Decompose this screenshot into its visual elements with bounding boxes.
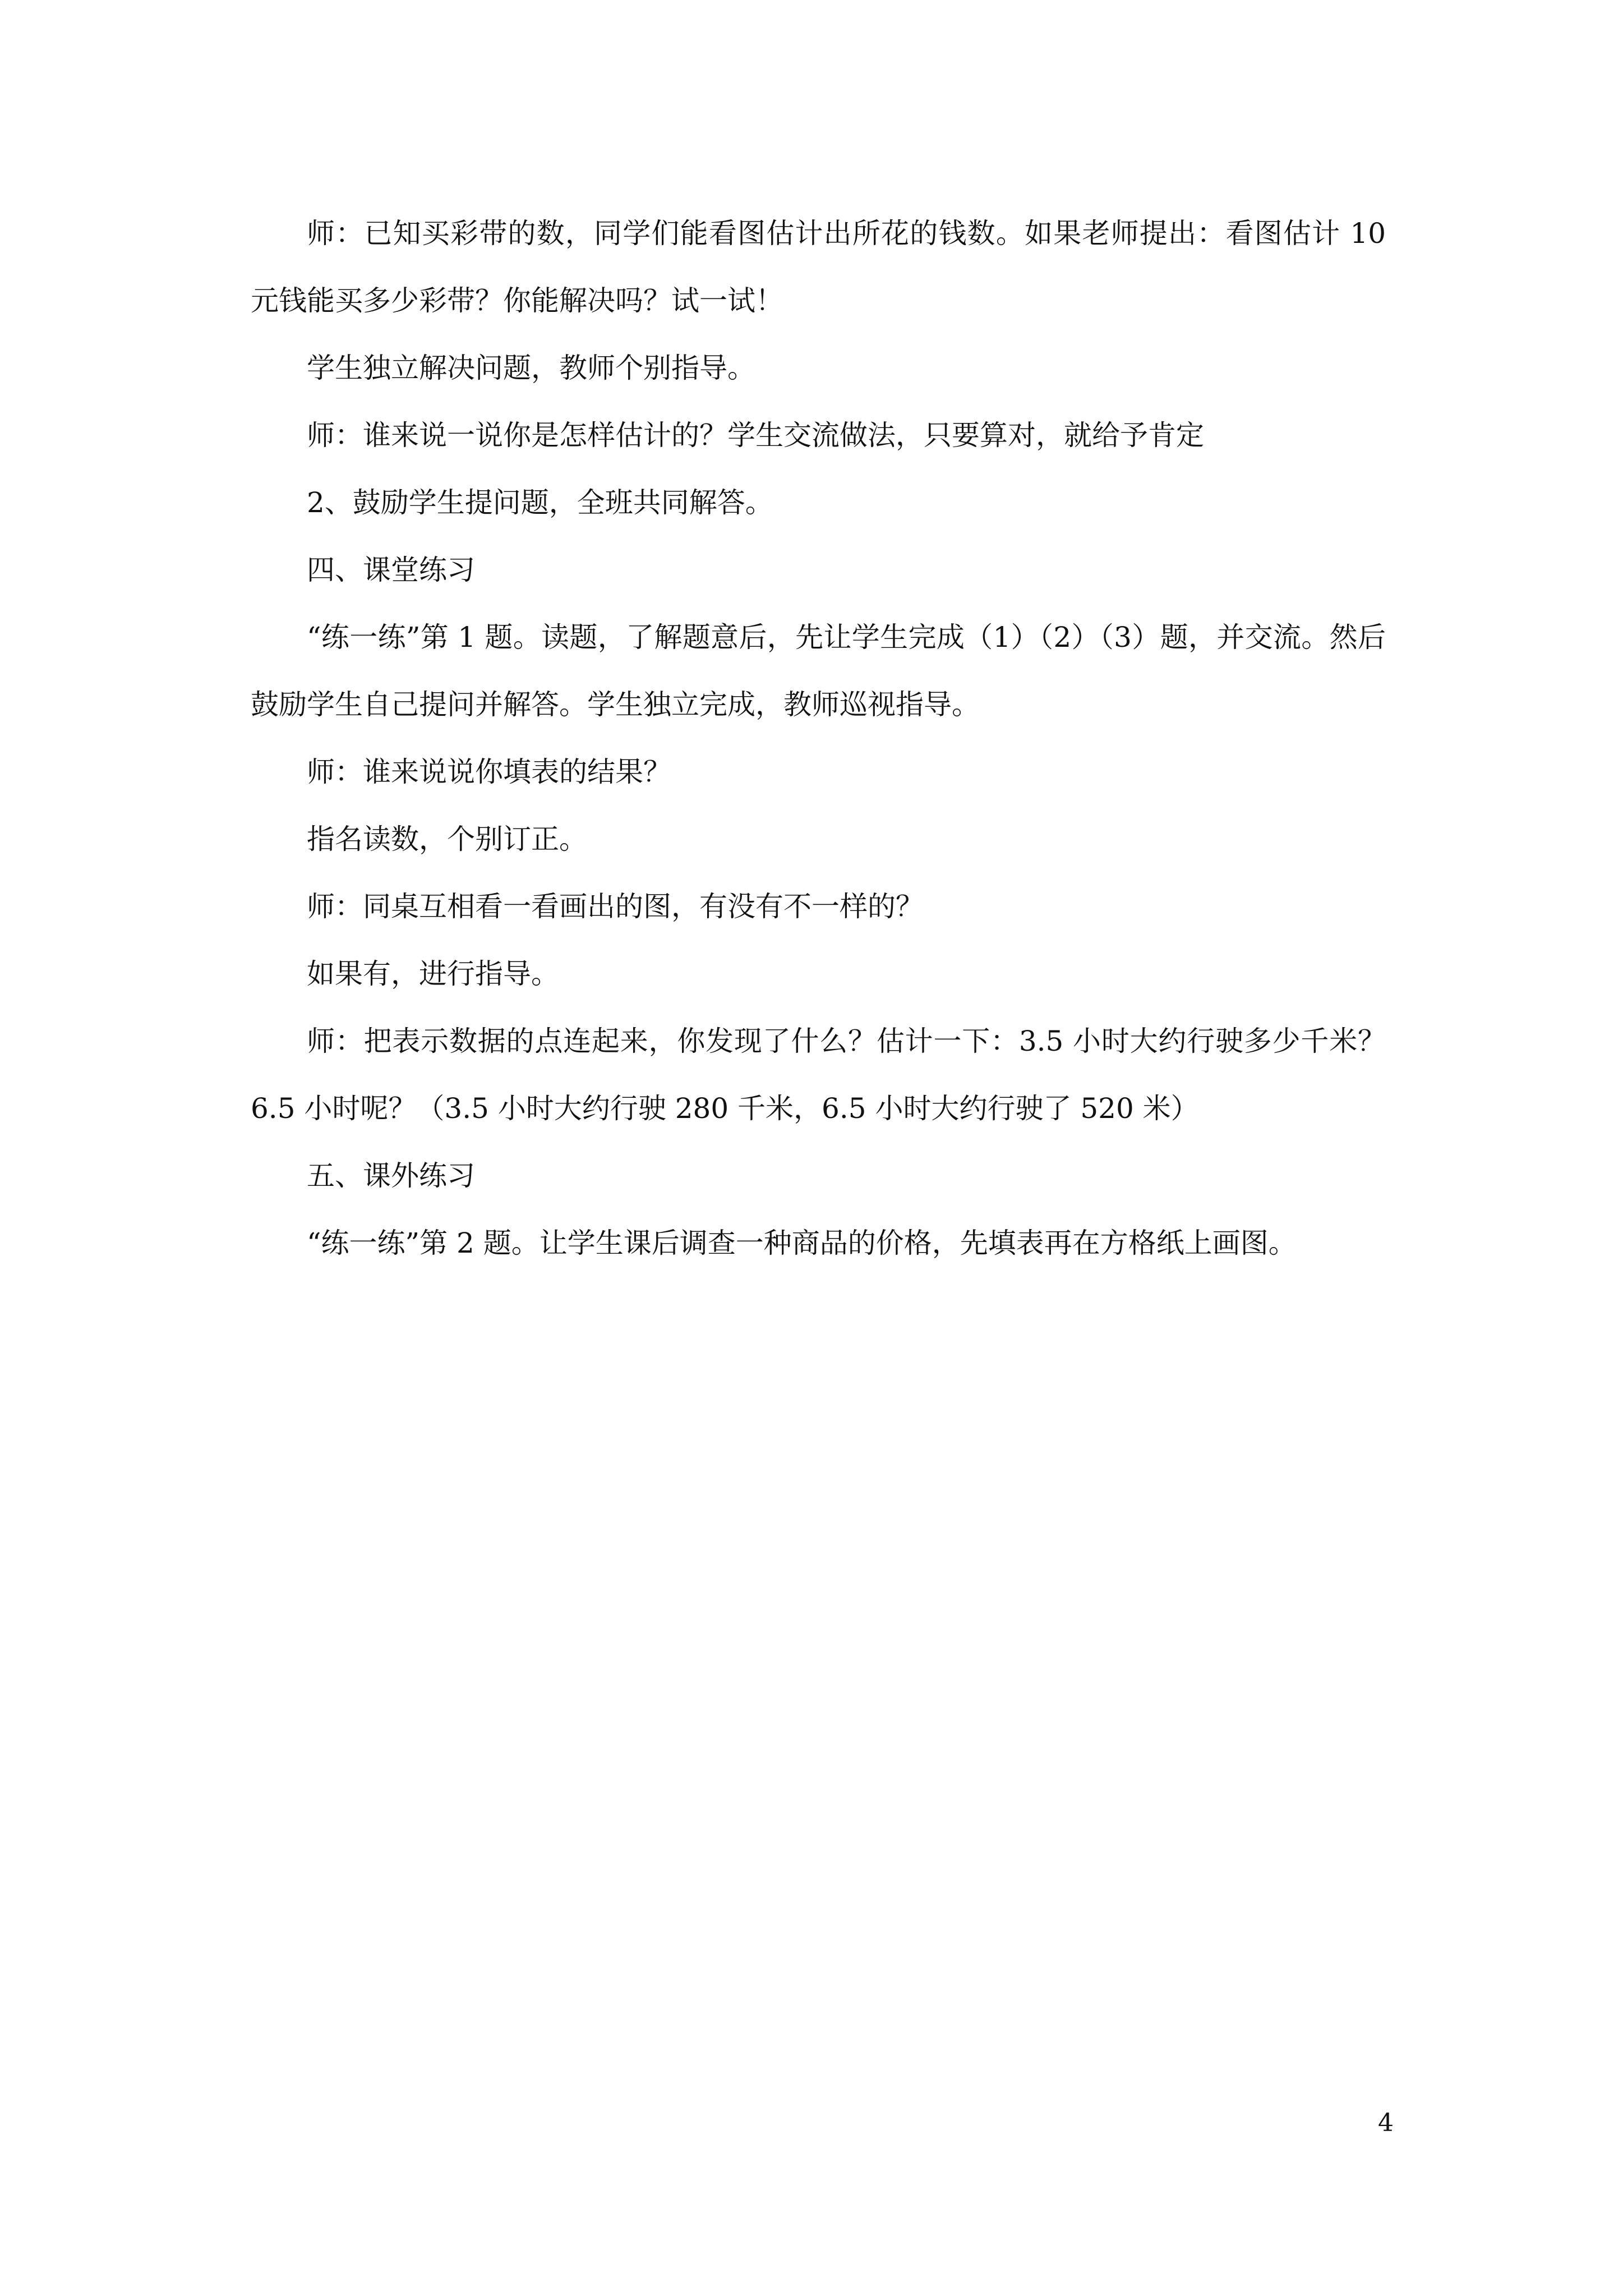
document-body (251, 200, 1386, 1277)
paragraph-teacher-estimate-question: 师：已知买彩带的数，同学们能看图估计出所花的钱数。如果老师提出：看图估计 10 元钱能买多少彩带？你能解决吗？试一试！ (251, 217, 1386, 317)
paragraph-connect-points: 师：把表示数据的点连起来，你发现了什么？估计一下：3.5 小时大约行驶多少千米？6.5 小时呢？（3.5 小时大约行驶 280 千米，6.5 小时大约行驶了 520 米） (251, 1025, 1386, 1125)
paragraph-teacher-ask-method: 师：谁来说一说你是怎样估计的？学生交流做法，只要算对，就给予肯定 (307, 419, 1204, 452)
paragraph-practice-item-1: “练一练”第 1 题。读题，了解题意后，先让学生完成（1）（2）（3）题，并交流。然后鼓励学生自己提问并解答。学生独立完成，教师巡视指导。 (251, 621, 1386, 721)
paragraph-students-solve: 学生独立解决问题，教师个别指导。 (307, 352, 755, 384)
page-number: 4 (1378, 2109, 1394, 2137)
paragraph-guidance: 如果有，进行指导。 (307, 958, 559, 990)
paragraph-deskmate-compare: 师：同桌互相看一看画出的图，有没有不一样的？ (307, 890, 924, 923)
section-heading-homework-practice: 五、课外练习 (307, 1159, 475, 1192)
paragraph-read-correct: 指名读数，个别订正。 (307, 823, 587, 855)
paragraph-practice-item-2: “练一练”第 2 题。让学生课后调查一种商品的价格，先填表再在方格纸上画图。 (307, 1227, 1297, 1259)
paragraph-encourage-questions: 2、鼓励学生提问题，全班共同解答。 (307, 486, 773, 519)
section-heading-classroom-practice: 四、课堂练习 (307, 554, 475, 586)
paragraph-teacher-ask-table: 师：谁来说说你填表的结果？ (307, 756, 671, 788)
